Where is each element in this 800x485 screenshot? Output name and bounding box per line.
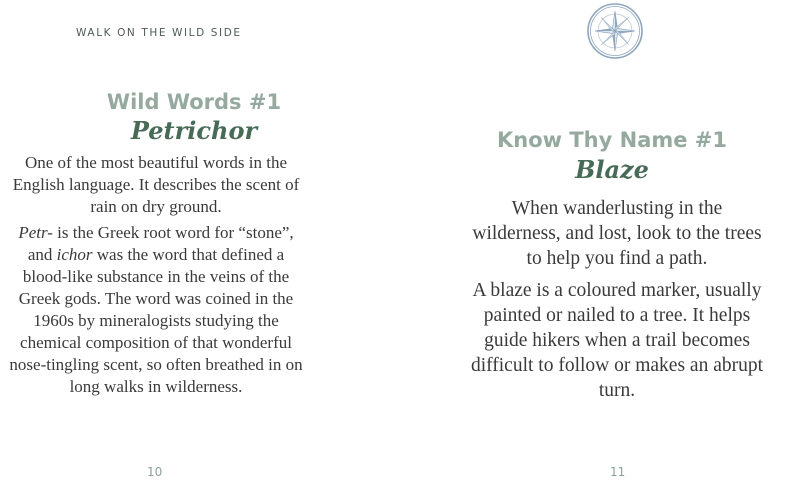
body-paragraph-1: When wanderlusting in the wilderness, and lost, look to the trees to help you find a path. [472,198,762,269]
term-ichor: ichor [56,245,93,264]
right-page [400,0,800,485]
section-title: Blaze [575,155,649,184]
paragraph-text: is the Greek root word for “stone”, and [27,223,294,264]
section-label: Know Thy Name #1 [496,128,728,152]
term-petr: Petr- [18,223,53,242]
paragraph-text: was the word that defined a blood-like substance in the veins of the Greek gods. The word was coined in the 1960s by mineralogists studying the chemical composition of that wonderful nose-tingling scent, so often breathed in on long walks in wilderness. [9,245,303,396]
section-title: Petrichor [130,116,258,145]
compass-rose-icon [586,2,644,60]
body-paragraph-1: One of the most beautiful words in the English language. It describes the scent of rain on dry ground. [12,153,300,216]
section-label: Wild Words #1 [106,90,282,114]
page-number: 11 [610,465,626,479]
body-paragraph-2 [6,222,306,398]
body-paragraph-2: A blaze is a coloured marker, usually painted or nailed to a tree. It helps guide hikers when a trail becomes difficult to follow or makes an abrupt turn. [470,280,764,401]
page-number: 10 [147,465,163,479]
running-head: WALK ON THE WILD SIDE [76,27,242,39]
